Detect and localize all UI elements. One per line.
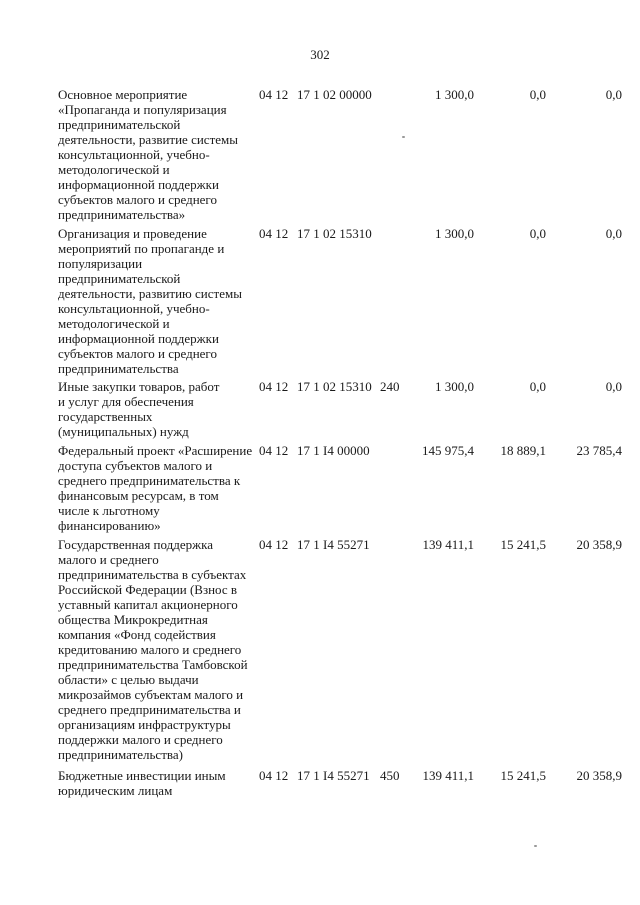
row-value-1: 1 300,0 [435,379,474,394]
row-name: Бюджетные инвестиции иным юридическим лицам [58,768,226,798]
row-value-3: 0,0 [605,226,622,241]
row-name: Государственная поддержка малого и среднего предпринимательства в субъектах Российской Федерации (Взнос в уставный капитал акционерного общества Микрокредитная компания «Фонд содействия кредитованию малого и среднего предпринимательства Тамбовской области» с целью выдачи микрозаймов субъектам малого и среднего предпринимательства и организациям инфраструктуры поддержки малого и среднего предпринимательства) [58,537,248,762]
row-target: 17 1 02 15310 [297,226,372,241]
row-value-2: 15 241,5 [500,537,546,552]
row-value-3: 20 358,9 [576,768,622,783]
row-name: Иные закупки товаров, работ и услуг для обеспечения государственных (муниципальных) нужд [58,379,220,439]
scan-speck [402,136,405,138]
row-value-1: 139 411,1 [422,768,474,783]
row-value-2: 0,0 [529,226,546,241]
row-value-2: 18 889,1 [500,443,546,458]
row-target: 17 1 I4 00000 [297,443,370,458]
row-target: 17 1 02 15310 [297,379,372,394]
row-section: 04 12 [259,87,289,102]
row-value-1: 145 975,4 [422,443,474,458]
scan-speck [534,845,537,847]
row-section: 04 12 [259,379,289,394]
row-target: 17 1 02 00000 [297,87,372,102]
row-value-1: 1 300,0 [435,226,474,241]
row-value-1: 1 300,0 [435,87,474,102]
row-section: 04 12 [259,443,289,458]
row-vr: 450 [380,768,400,783]
row-value-2: 0,0 [529,379,546,394]
page-number: 302 [310,47,330,62]
row-value-3: 0,0 [605,87,622,102]
row-target: 17 1 I4 55271 [297,768,370,783]
row-value-3: 23 785,4 [576,443,622,458]
row-value-3: 20 358,9 [576,537,622,552]
row-section: 04 12 [259,537,289,552]
row-value-1: 139 411,1 [422,537,474,552]
row-name: Организация и проведение мероприятий по пропаганде и популяризации предпринимательской деятельности, развитию системы консультационной, учебно- методологической и информационной поддержки субъектов малого и среднего предпринимательства [58,226,242,376]
row-vr: 240 [380,379,400,394]
row-section: 04 12 [259,226,289,241]
row-name: Федеральный проект «Расширение доступа субъектов малого и среднего предпринимательства к финансовым ресурсам, в том числе к льготному финансированию» [58,443,253,533]
row-target: 17 1 I4 55271 [297,537,370,552]
row-value-2: 0,0 [529,87,546,102]
row-value-2: 15 241,5 [500,768,546,783]
row-section: 04 12 [259,768,289,783]
row-value-3: 0,0 [605,379,622,394]
row-name: Основное мероприятие «Пропаганда и популяризация предпринимательской деятельности, развитие системы консультационной, учебно- методологической и информационной поддержки субъектов малого и среднего предпринимательства» [58,87,238,222]
